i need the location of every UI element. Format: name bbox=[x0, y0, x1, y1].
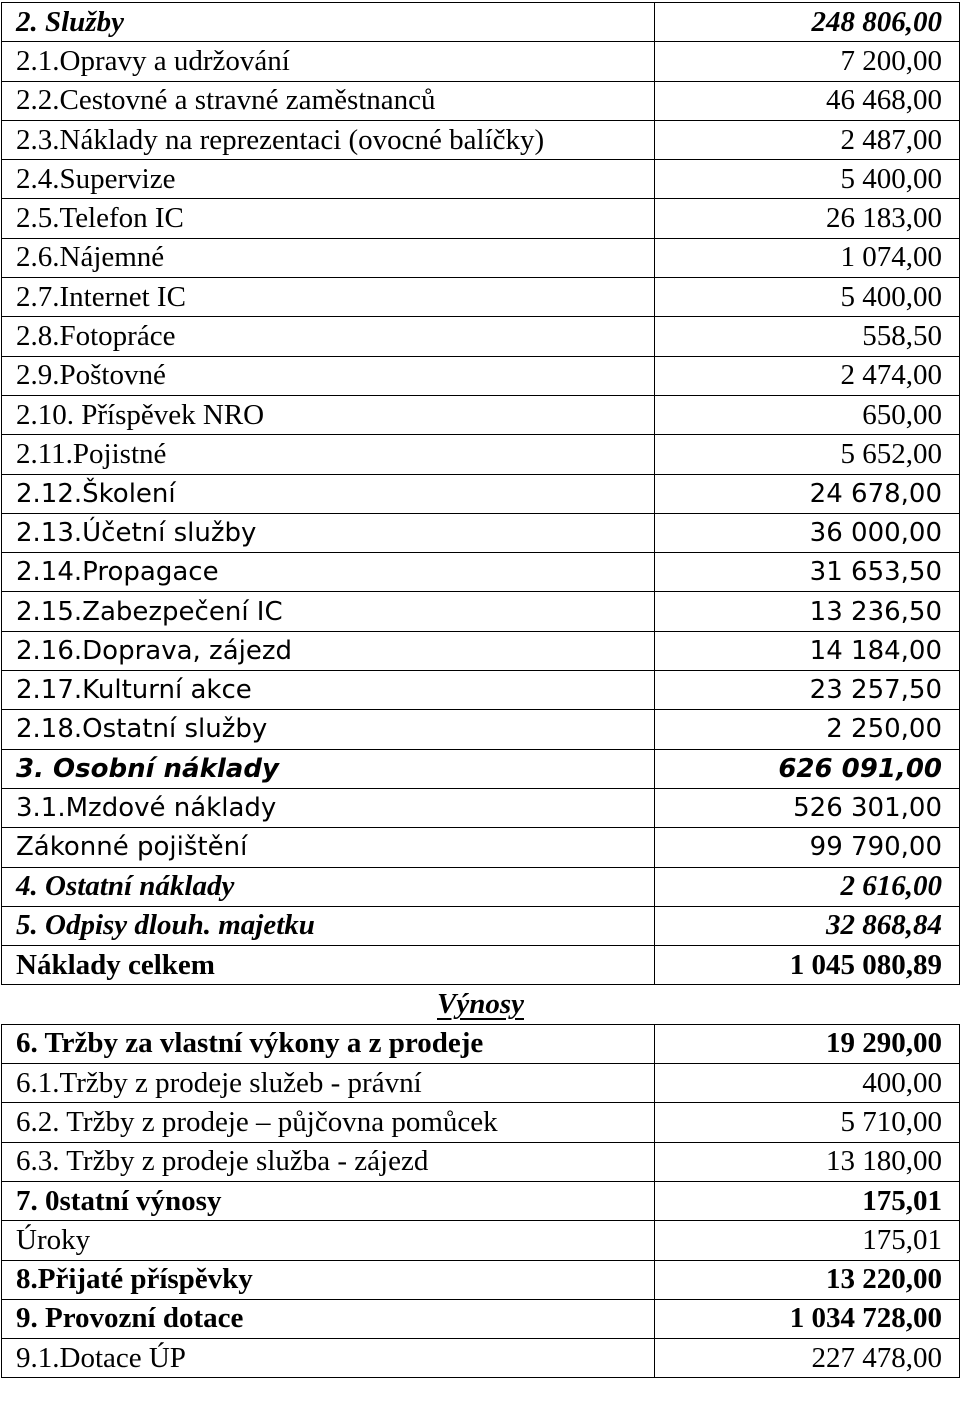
row-label: 2.5.Telefon IC bbox=[2, 199, 655, 238]
row-label: Náklady celkem bbox=[2, 946, 655, 985]
table-row bbox=[2, 710, 960, 749]
row-label: 2. Služby bbox=[2, 3, 655, 42]
row-amount: 2 616,00 bbox=[655, 867, 960, 906]
row-label: 2.15.Zabezpečení IC bbox=[2, 592, 655, 631]
table-row bbox=[2, 749, 960, 788]
budget-table-body bbox=[2, 3, 960, 1378]
table-row bbox=[2, 238, 960, 277]
table-row bbox=[2, 1260, 960, 1299]
row-label: 2.8.Fotopráce bbox=[2, 317, 655, 356]
row-amount: 175,01 bbox=[655, 1181, 960, 1220]
row-label: 2.1.Opravy a udržování bbox=[2, 42, 655, 81]
table-row bbox=[2, 1221, 960, 1260]
row-label: 2.17.Kulturní akce bbox=[2, 671, 655, 710]
row-label: 6. Tržby za vlastní výkony a z prodeje bbox=[2, 1024, 655, 1063]
row-label: 9.1.Dotace ÚP bbox=[2, 1339, 655, 1378]
table-row bbox=[2, 631, 960, 670]
row-label: 6.1.Tržby z prodeje služeb - právní bbox=[2, 1064, 655, 1103]
row-label: 2.11.Pojistné bbox=[2, 435, 655, 474]
table-row bbox=[2, 474, 960, 513]
row-label: 2.2.Cestovné a stravné zaměstnanců bbox=[2, 81, 655, 120]
row-label: 8.Přijaté příspěvky bbox=[2, 1260, 655, 1299]
row-amount: 175,01 bbox=[655, 1221, 960, 1260]
table-row bbox=[2, 788, 960, 827]
table-row bbox=[2, 356, 960, 395]
row-label: 3.1.Mzdové náklady bbox=[2, 788, 655, 827]
row-amount: 400,00 bbox=[655, 1064, 960, 1103]
row-amount: 626 091,00 bbox=[655, 749, 960, 788]
row-label: 2.18.Ostatní služby bbox=[2, 710, 655, 749]
row-amount: 227 478,00 bbox=[655, 1339, 960, 1378]
row-amount: 31 653,50 bbox=[655, 553, 960, 592]
table-row bbox=[2, 199, 960, 238]
section-heading-row bbox=[2, 985, 960, 1024]
row-amount: 23 257,50 bbox=[655, 671, 960, 710]
table-row bbox=[2, 160, 960, 199]
table-row bbox=[2, 867, 960, 906]
table-row bbox=[2, 553, 960, 592]
row-label: 2.14.Propagace bbox=[2, 553, 655, 592]
table-row bbox=[2, 278, 960, 317]
row-amount: 36 000,00 bbox=[655, 513, 960, 552]
table-row bbox=[2, 828, 960, 867]
row-amount: 14 184,00 bbox=[655, 631, 960, 670]
row-amount: 13 236,50 bbox=[655, 592, 960, 631]
table-row bbox=[2, 81, 960, 120]
row-label: 2.10. Příspěvek NRO bbox=[2, 395, 655, 434]
table-row bbox=[2, 395, 960, 434]
row-amount: 26 183,00 bbox=[655, 199, 960, 238]
row-label: 7. 0statní výnosy bbox=[2, 1181, 655, 1220]
table-row bbox=[2, 946, 960, 985]
row-label: 4. Ostatní náklady bbox=[2, 867, 655, 906]
row-label: 5. Odpisy dlouh. majetku bbox=[2, 906, 655, 945]
row-amount: 5 710,00 bbox=[655, 1103, 960, 1142]
row-amount: 13 220,00 bbox=[655, 1260, 960, 1299]
table-row bbox=[2, 906, 960, 945]
table-row bbox=[2, 1299, 960, 1338]
table-row bbox=[2, 1339, 960, 1378]
row-amount: 19 290,00 bbox=[655, 1024, 960, 1063]
table-row bbox=[2, 1181, 960, 1220]
row-label: 2.16.Doprava, zájezd bbox=[2, 631, 655, 670]
table-row bbox=[2, 42, 960, 81]
row-amount: 13 180,00 bbox=[655, 1142, 960, 1181]
row-label: 6.2. Tržby z prodeje – půjčovna pomůcek bbox=[2, 1103, 655, 1142]
row-amount: 558,50 bbox=[655, 317, 960, 356]
table-row bbox=[2, 671, 960, 710]
row-amount: 99 790,00 bbox=[655, 828, 960, 867]
table-row bbox=[2, 120, 960, 159]
table-row bbox=[2, 1142, 960, 1181]
section-heading: Výnosy bbox=[2, 985, 960, 1024]
table-row bbox=[2, 1103, 960, 1142]
row-label: 9. Provozní dotace bbox=[2, 1299, 655, 1338]
table-row bbox=[2, 1064, 960, 1103]
row-amount: 32 868,84 bbox=[655, 906, 960, 945]
row-amount: 1 074,00 bbox=[655, 238, 960, 277]
table-row bbox=[2, 3, 960, 42]
row-label: Zákonné pojištění bbox=[2, 828, 655, 867]
row-amount: 650,00 bbox=[655, 395, 960, 434]
table-row bbox=[2, 435, 960, 474]
row-amount: 5 652,00 bbox=[655, 435, 960, 474]
table-row bbox=[2, 1024, 960, 1063]
row-amount: 1 045 080,89 bbox=[655, 946, 960, 985]
row-amount: 46 468,00 bbox=[655, 81, 960, 120]
row-label: 2.9.Poštovné bbox=[2, 356, 655, 395]
row-amount: 7 200,00 bbox=[655, 42, 960, 81]
row-label: 2.3.Náklady na reprezentaci (ovocné balíčky) bbox=[2, 120, 655, 159]
table-row bbox=[2, 513, 960, 552]
row-label: 2.12.Školení bbox=[2, 474, 655, 513]
table-row bbox=[2, 592, 960, 631]
row-label: 2.13.Účetní služby bbox=[2, 513, 655, 552]
row-amount: 526 301,00 bbox=[655, 788, 960, 827]
row-amount: 5 400,00 bbox=[655, 160, 960, 199]
row-amount: 24 678,00 bbox=[655, 474, 960, 513]
row-amount: 2 474,00 bbox=[655, 356, 960, 395]
row-amount: 2 487,00 bbox=[655, 120, 960, 159]
row-label: 6.3. Tržby z prodeje služba - zájezd bbox=[2, 1142, 655, 1181]
budget-table bbox=[1, 2, 960, 1378]
row-label: 2.7.Internet IC bbox=[2, 278, 655, 317]
row-amount: 248 806,00 bbox=[655, 3, 960, 42]
row-label: 2.6.Nájemné bbox=[2, 238, 655, 277]
row-label: 3. Osobní náklady bbox=[2, 749, 655, 788]
row-amount: 1 034 728,00 bbox=[655, 1299, 960, 1338]
table-row bbox=[2, 317, 960, 356]
row-amount: 2 250,00 bbox=[655, 710, 960, 749]
row-amount: 5 400,00 bbox=[655, 278, 960, 317]
row-label: Úroky bbox=[2, 1221, 655, 1260]
row-label: 2.4.Supervize bbox=[2, 160, 655, 199]
